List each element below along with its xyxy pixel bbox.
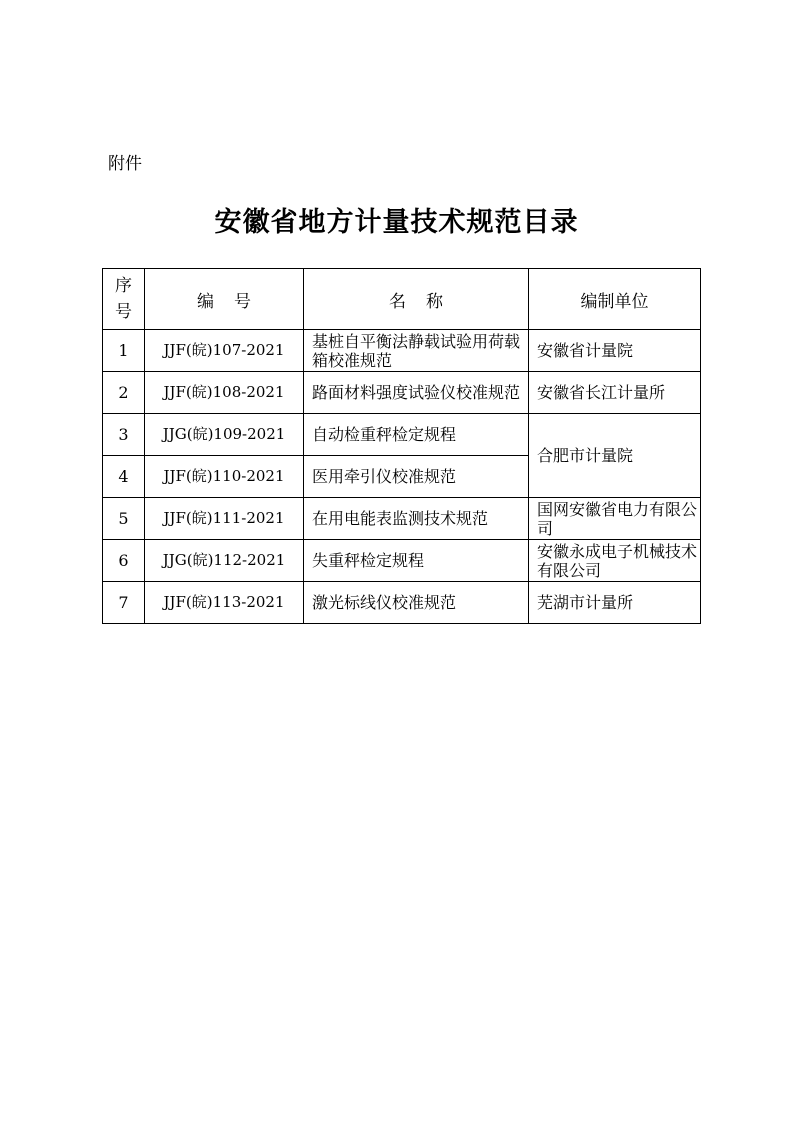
row-unit: 安徽省长江计量所 [529,372,701,414]
row-unit: 国网安徽省电力有限公司 [529,498,701,540]
row-name: 激光标线仪校准规范 [304,582,529,624]
header-name [304,269,529,330]
table-row [103,540,701,582]
header-seq [103,269,145,330]
table-header-row [103,269,701,330]
header-unit-label: 编制单位 [580,291,649,312]
header-seq-line1: 序 [115,276,132,296]
row-unit: 安徽省计量院 [529,330,701,372]
header-code-label: 编号 [197,291,271,312]
row-name: 失重秤检定规程 [304,540,529,582]
table-row [103,582,701,624]
row-number: 5 [103,498,145,540]
page-title: 安徽省地方计量技术规范目录 [214,207,579,238]
table-row [103,330,701,372]
table-row [103,414,701,456]
header-seq-line2: 号 [115,302,132,322]
catalog-table [102,268,701,624]
row-name: 路面材料强度试验仪校准规范 [304,372,529,414]
row-code: JJF(皖)107-2021 [145,330,304,372]
row-code: JJF(皖)110-2021 [145,456,304,498]
row-unit-merged: 合肥市计量院 [529,414,701,498]
row-number: 1 [103,330,145,372]
row-number: 3 [103,414,145,456]
header-unit [529,269,701,330]
row-number: 6 [103,540,145,582]
row-code: JJG(皖)112-2021 [145,540,304,582]
row-name: 在用电能表监测技术规范 [304,498,529,540]
row-unit: 芜湖市计量所 [529,582,701,624]
row-code: JJG(皖)109-2021 [145,414,304,456]
row-unit: 安徽永成电子机械技术有限公司 [529,540,701,582]
table-row [103,498,701,540]
header-name-label: 名称 [389,291,463,312]
row-name: 医用牵引仪校准规范 [304,456,529,498]
row-number: 4 [103,456,145,498]
row-code: JJF(皖)111-2021 [145,498,304,540]
row-number: 2 [103,372,145,414]
attachment-label: 附件 [108,154,142,174]
table-row [103,372,701,414]
row-name: 基桩自平衡法静载试验用荷载箱校准规范 [304,330,529,372]
row-number: 7 [103,582,145,624]
header-code [145,269,304,330]
row-code: JJF(皖)108-2021 [145,372,304,414]
row-name: 自动检重秤检定规程 [304,414,529,456]
row-code: JJF(皖)113-2021 [145,582,304,624]
